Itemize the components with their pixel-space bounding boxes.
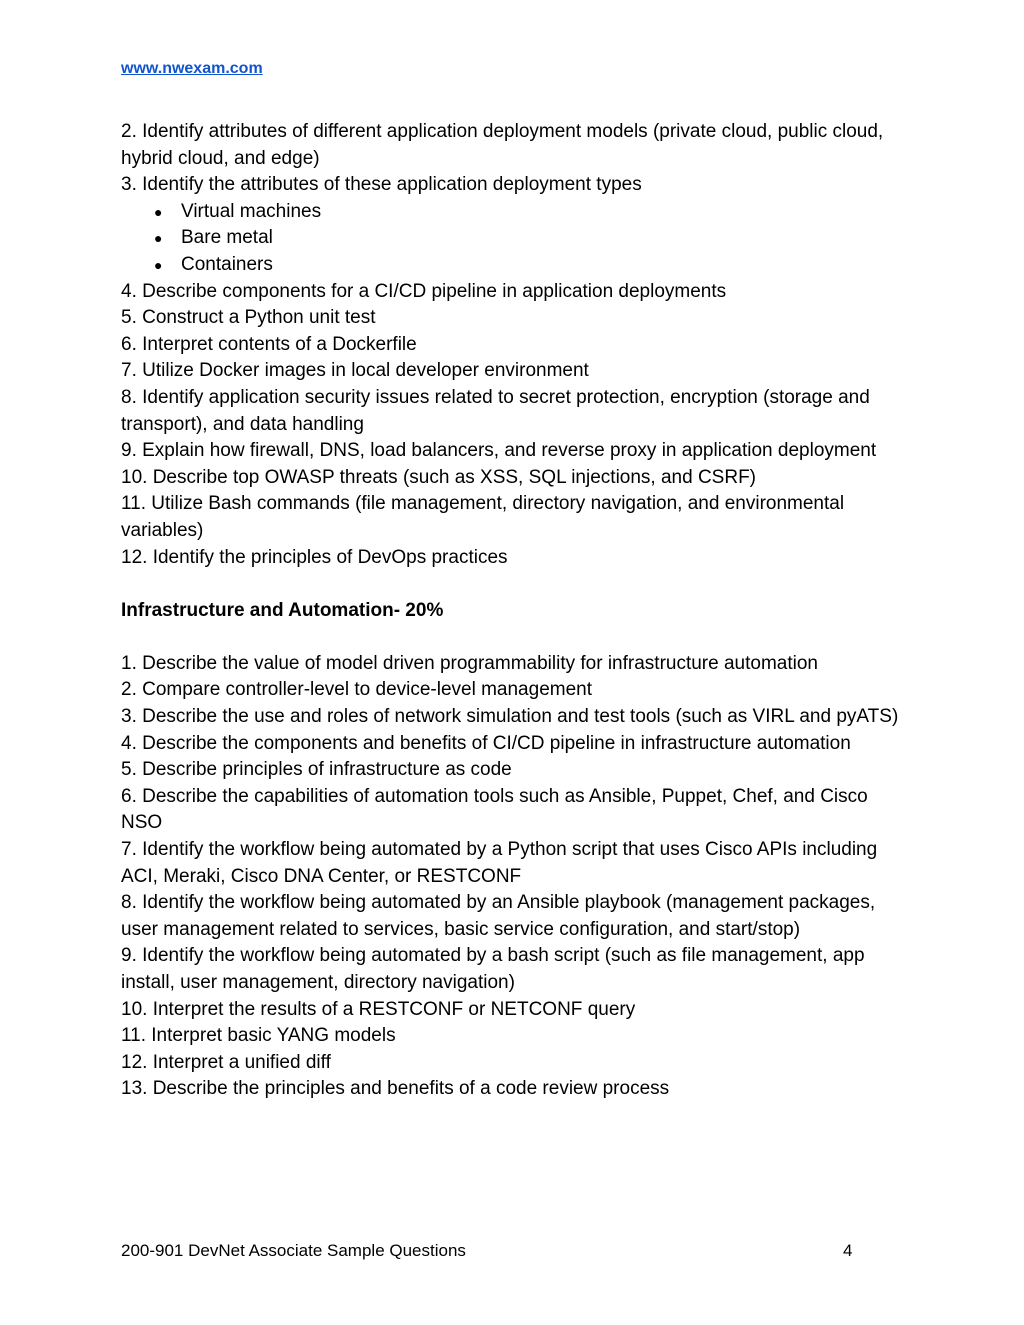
list-item: 5. Describe principles of infrastructure as code [121,759,512,781]
list-item: 10. Describe top OWASP threats (such as XSS, SQL injections, and CSRF) [121,466,757,488]
list-item: 3. Identify the attributes of these application deployment types [121,174,642,196]
deployment-types-list [121,199,901,279]
list-item: 12. Identify the principles of DevOps practices [121,546,508,568]
page-content [121,119,901,1103]
section2-list [121,651,901,1103]
header-link[interactable]: www.nwexam.com [121,60,263,77]
section-heading: Infrastructure and Automation- 20% [121,599,444,621]
list-item: 9. Explain how firewall, DNS, load balancers, and reverse proxy in application deployment [121,440,877,462]
list-item: 4. Describe components for a CI/CD pipeline in application deployments [121,280,727,302]
bullet-item [121,252,901,279]
section1-list [121,279,901,572]
bullet-item [121,199,901,226]
bullet-label: Bare metal [181,227,273,249]
list-item: 2. Identify attributes of different application deployment models (private cloud, public cloud, hybrid cloud, and edge) [121,121,884,169]
page-number: 4 [843,1241,853,1260]
list-item: 10. Interpret the results of a RESTCONF or NETCONF query [121,998,636,1020]
list-item: 3. Describe the use and roles of network simulation and test tools (such as VIRL and pyATS) [121,706,899,728]
list-item: 2. Compare controller-level to device-level management [121,679,593,701]
list-item: 8. Identify the workflow being automated by an Ansible playbook (management packages, user management related to services, basic service configuration, and start/stop) [121,892,876,940]
bullet-label: Virtual machines [181,200,322,222]
list-item: 11. Utilize Bash commands (file management, directory navigation, and environmental variables) [121,493,845,541]
list-item: 5. Construct a Python unit test [121,307,376,329]
bullet-icon: ● [154,230,163,247]
list-item: 6. Describe the capabilities of automation tools such as Ansible, Puppet, Chef, and Cisco NSO [121,785,868,834]
list-item: 7. Identify the workflow being automated by a Python script that uses Cisco APIs including ACI, Meraki, Cisco DNA Center, or RESTCONF [121,839,878,887]
list-item: 6. Interpret contents of a Dockerfile [121,333,417,355]
list-item: 7. Utilize Docker images in local developer environment [121,360,589,382]
list-item: 12. Interpret a unified diff [121,1051,331,1073]
bullet-icon: ● [154,203,163,220]
list-item: 8. Identify application security issues related to secret protection, encryption (storage and transport), and data handling [121,386,870,435]
list-item: 1. Describe the value of model driven programmability for infrastructure automation [121,652,818,674]
bullet-item [121,225,901,252]
list-item: 4. Describe the components and benefits of CI/CD pipeline in infrastructure automation [121,732,851,754]
list-item: 11. Interpret basic YANG models [121,1025,396,1047]
bullet-icon: ● [154,256,163,273]
list-item: 13. Describe the principles and benefits of a code review process [121,1078,670,1100]
list-item: 9. Identify the workflow being automated by a bash script (such as file management, app install, user management, directory navigation) [121,945,865,993]
section1-intro-list [121,119,901,199]
footer-title: 200-901 DevNet Associate Sample Questions [121,1241,466,1260]
bullet-label: Containers [181,253,273,275]
